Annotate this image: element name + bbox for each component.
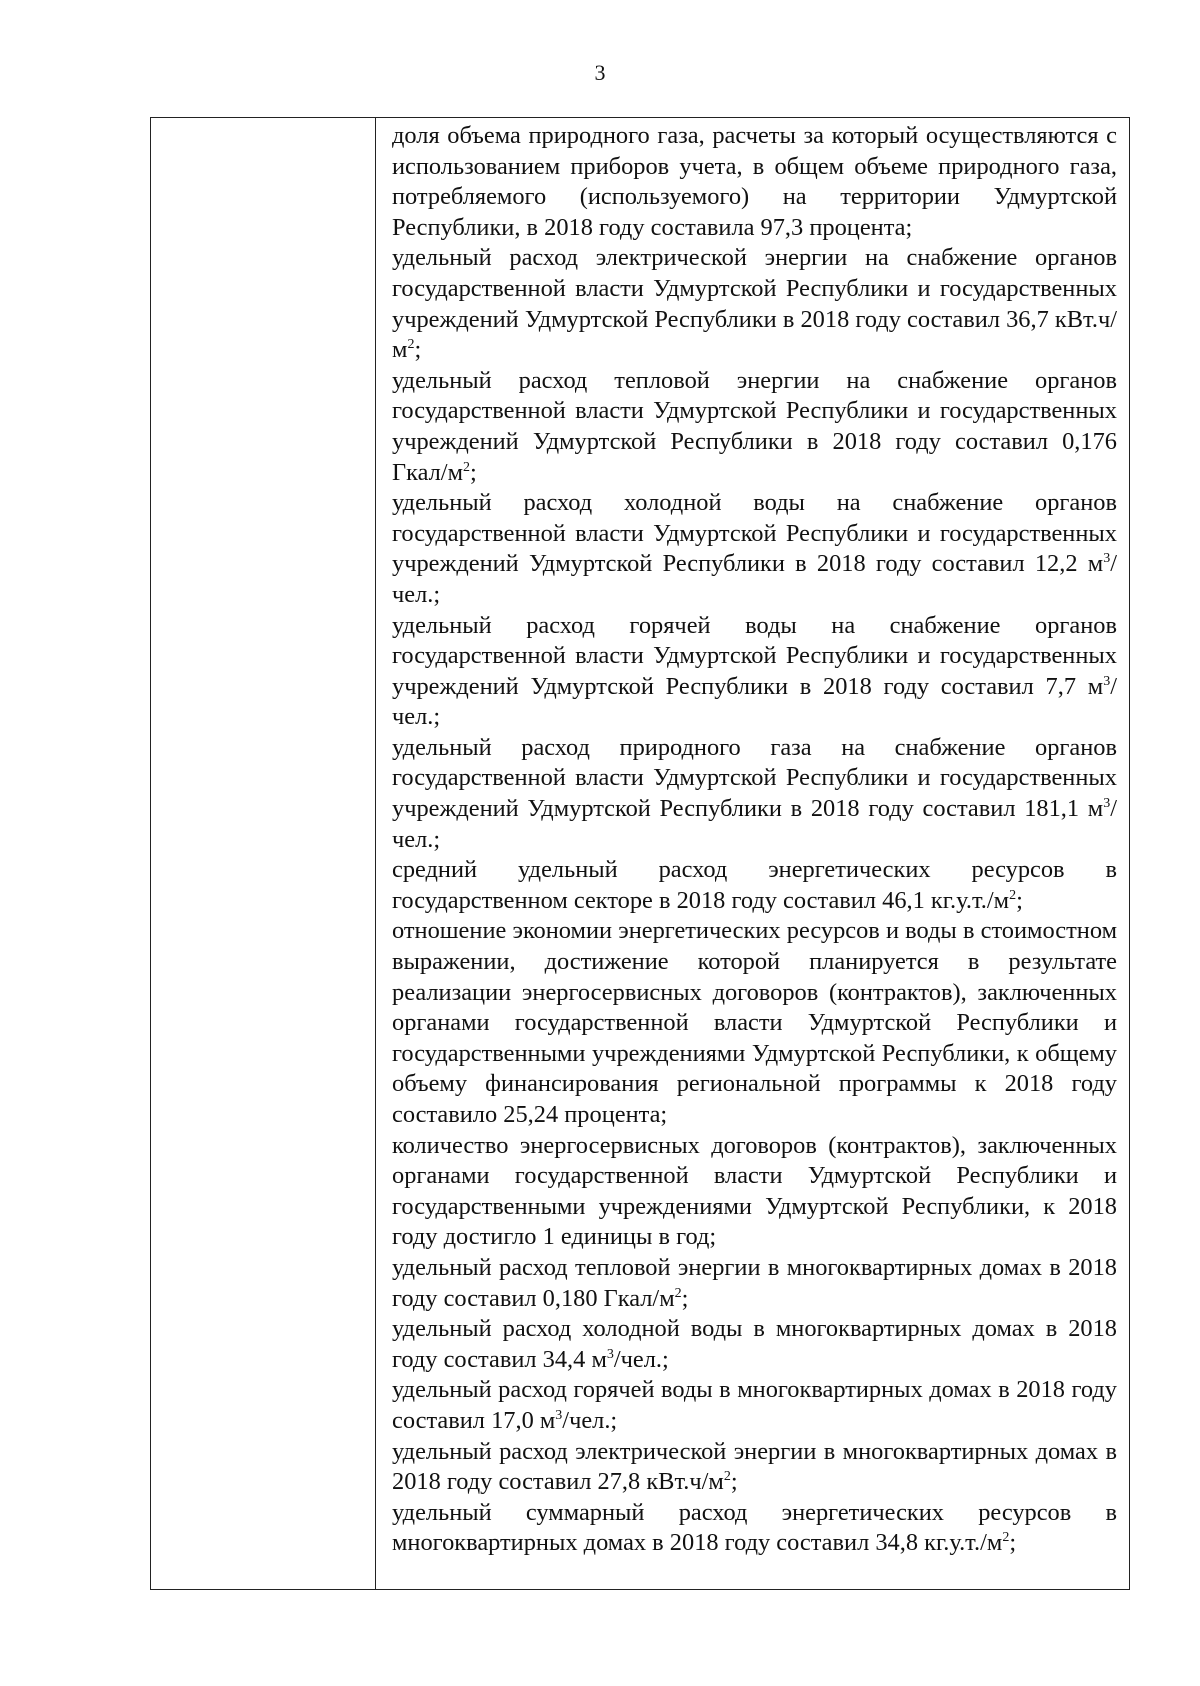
paragraph-tail: /чел.;: [392, 550, 1117, 608]
unit-superscript: 3: [555, 1407, 563, 1423]
paragraph-text: удельный расход тепловой энергии на снабжение органов государственной власти Удмуртской Республики и государственных учреждений Удмуртской Республики в 2018 году составил 0,176 Гкал/м: [392, 366, 1117, 486]
indicator-paragraph: [392, 1253, 1117, 1314]
paragraph-tail: /чел.;: [562, 1406, 618, 1434]
paragraph-tail: ;: [1009, 1529, 1017, 1557]
indicator-paragraph: [392, 121, 1117, 243]
indicator-paragraph: [392, 611, 1117, 733]
paragraph-text: количество энергосервисных договоров (контрактов), заключенных органами государственной власти Удмуртской Республики и государственными учреждениями Удмуртской Республики, к 2018 году достигло 1 единицы в год;: [392, 1131, 1117, 1251]
indicator-paragraph: [392, 1375, 1117, 1436]
unit-superscript: 2: [1009, 887, 1017, 903]
paragraph-text: средний удельный расход энергетических ресурсов в государственном секторе в 2018 году составил 46,1 кг.у.т./м: [392, 856, 1117, 914]
unit-superscript: 3: [606, 1346, 614, 1362]
table-left-cell: [151, 118, 376, 1589]
paragraph-tail: ;: [730, 1468, 738, 1496]
table-right-cell: [376, 118, 1129, 1589]
unit-superscript: 3: [1103, 551, 1111, 567]
unit-superscript: 3: [1103, 795, 1111, 811]
indicator-paragraph: [392, 1437, 1117, 1498]
indicator-paragraph: [392, 733, 1117, 855]
indicator-paragraph: [392, 488, 1117, 610]
unit-superscript: 2: [463, 459, 471, 475]
paragraph-text: удельный расход электрической энергии на снабжение органов государственной власти Удмуртской Республики и государственных учреждений Удмуртской Республики в 2018 году составил 36,7 кВт.ч/м: [392, 244, 1117, 364]
paragraph-text: доля объема природного газа, расчеты за который осуществляются с использованием приборов учета, в общем объеме природного газа, потребляемого (используемого) на территории Удмуртской Республики, в 2018 году составила 97,3 процента;: [392, 122, 1117, 241]
page-number: 3: [594, 60, 606, 85]
paragraph-text: удельный суммарный расход энергетических ресурсов в многоквартирных домах в 2018 году составил 34,8 кг.у.т./м: [392, 1498, 1117, 1557]
paragraph-text: удельный расход тепловой энергии в многоквартирных домах в 2018 году составил 0,180 Гкал/м: [392, 1253, 1117, 1312]
paragraph-tail: /чел.;: [392, 672, 1117, 731]
paragraph-text: удельный расход холодной воды на снабжение органов государственной власти Удмуртской Республики и государственных учреждений Удмуртской Республики в 2018 году составил 12,2 м: [392, 489, 1117, 578]
paragraph-tail: ;: [681, 1284, 689, 1312]
unit-superscript: 2: [407, 337, 415, 353]
unit-superscript: 2: [723, 1469, 731, 1484]
paragraph-text: удельный расход холодной воды в многоквартирных домах в 2018 году составил 34,4 м: [392, 1315, 1117, 1373]
paragraph-text: удельный расход горячей воды на снабжение органов государственной власти Удмуртской Республики и государственных учреждений Удмуртской Республики в 2018 году составил 7,7 м: [392, 611, 1117, 700]
paragraph-text: отношение экономии энергетических ресурсов и воды в стоимостном выражении, достижение которой планируется в результате реализации энергосервисных договоров (контрактов), заключенных органами государственной власти Удмуртской Республики и государственными учреждениями Удмуртской Республики, к общему объему финансирования региональной программы к 2018 году составило 25,24 процента;: [392, 917, 1117, 1128]
indicator-paragraph: [392, 1314, 1117, 1375]
unit-superscript: 2: [674, 1285, 682, 1301]
paragraph-tail: ;: [470, 458, 477, 486]
indicator-paragraph: [392, 366, 1117, 488]
unit-superscript: 2: [1002, 1530, 1010, 1546]
indicator-paragraph: [392, 855, 1117, 916]
unit-superscript: 3: [1103, 673, 1111, 689]
indicator-paragraph: [392, 1498, 1117, 1559]
paragraph-tail: ;: [414, 336, 422, 364]
paragraph-text: удельный расход природного газа на снабжение органов государственной власти Удмуртской Республики и государственных учреждений Удмуртской Республики в 2018 году составил 181,1 м: [392, 733, 1117, 823]
paragraph-tail: /чел.;: [613, 1345, 669, 1373]
document-table: [150, 117, 1130, 1590]
paragraph-text: удельный расход горячей воды в многоквартирных домах в 2018 году составил 17,0 м: [392, 1376, 1117, 1434]
paragraph-text: удельный расход электрической энергии в многоквартирных домах в 2018 году составил 27,8 кВт.ч/м: [392, 1437, 1117, 1496]
paragraph-tail: ;: [1016, 886, 1023, 914]
indicator-paragraph: [392, 243, 1117, 365]
indicator-paragraph: [392, 916, 1117, 1130]
indicator-paragraph: [392, 1131, 1117, 1253]
paragraph-tail: /чел.;: [392, 795, 1117, 853]
